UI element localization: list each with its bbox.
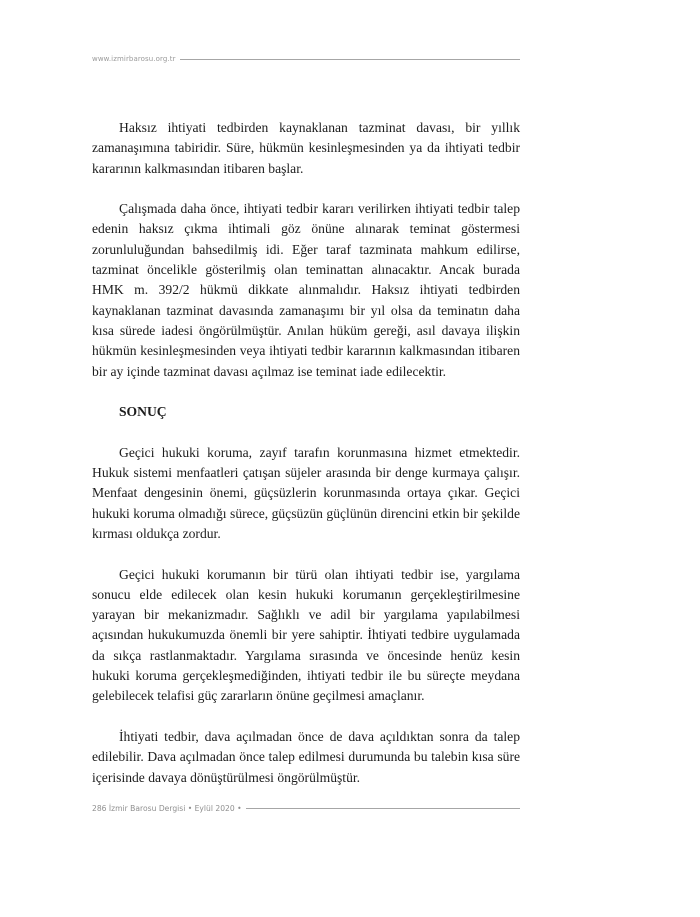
header-rule [180,59,520,60]
paragraph-gap [92,707,520,727]
paragraph-gap [92,544,520,564]
paragraph-gap [92,422,520,442]
header-url: www.izmirbarosu.org.tr [92,55,176,63]
page-body [92,118,520,788]
page-footer [92,802,520,814]
paragraph-zamanasimi: Haksız ihtiyati tedbirden kaynaklanan tazminat davası, bir yıllık zamanaşımına tabiridir. Süre, hükmün kesinleşmesinden ya da ihtiyati tedbir kararının kalkmasından itibaren başlar. [92,120,520,176]
paragraph-talep-zamani: İhtiyati tedbir, dava açılmadan önce de dava açıldıktan sonra da talep edilebilir. Dava açılmadan önce talep edilmesi durumunda bu talebin kısa süre içerisinde davaya dönüştürülmesi öngörülmüştür. [92,728,520,785]
page-header [92,53,520,65]
paragraph-gap [92,382,520,402]
paragraph-teminat: Çalışmada daha önce, ihtiyati tedbir kararı verilirken ihtiyati tedbir talep edenin haksız çıkma ihtimali göz önüne alınarak teminat göstermesi zorunluluğundan bahsedilmiş idi. Eğer taraf tazminata mahkum edilirse, tazminat öncelikle gösterilmiş olan teminattan alınacaktır. Ancak burada HMK m. 392/2 hükmü dikkate alınmalıdır. Haksız ihtiyati tedbirden kaynaklanan tazminat davasında zamanaşımı bir yıl olsa da teminatın daha kısa sürede iadesi öngörülmüştür. Anılan hüküm gereği, asıl davaya ilişkin hükmün kesinleşmesinden veya ihtiyati tedbir kararının kalkmasından itibaren bir ay içinde tazminat davası açılmaz ise teminat iade edilecektir. [92,201,520,379]
footer-page-info: 286 İzmir Barosu Dergisi • Eylül 2020 • [92,803,242,813]
footer-rule [246,808,520,809]
section-heading-sonuc: SONUÇ [119,404,167,420]
paragraph-gap [92,179,520,199]
paragraph-gecici-hukuki-koruma: Geçici hukuki koruma, zayıf tarafın korunmasına hizmet etmektedir. Hukuk sistemi menfaatleri çatışan süjeler arasında bir denge kurmaya çalışır. Menfaat dengesinin önemi, güçsüzlerin korunmasında ortaya çıkar. Geçici hukuki koruma olmadığı sürece, güçsüzün güçlünün direncini etkin bir şekilde kırması oldukça zordur. [92,444,520,541]
paragraph-ihtiyati-tedbir-mekanizma: Geçici hukuki korumanın bir türü olan ihtiyati tedbir ise, yargılama sonucu elde edilecek olan kesin hukuki korumanın gerçekleştirilmesine yarayan bir mekanizmadır. Sağlıklı ve adil bir yargılama yapılabilmesi açısından hukukumuzda önemli bir yere sahiptir. İhtiyati tedbire uygulamada da sıkça rastlanmaktadır. Yargılama sırasında ve öncesinde henüz kesin hukuki koruma gerçekleşmediğinden, ihtiyati tedbir ile bu süreçte meydana gelebilecek telafisi güç zararların önüne geçilmesi amaçlanır. [92,566,520,704]
